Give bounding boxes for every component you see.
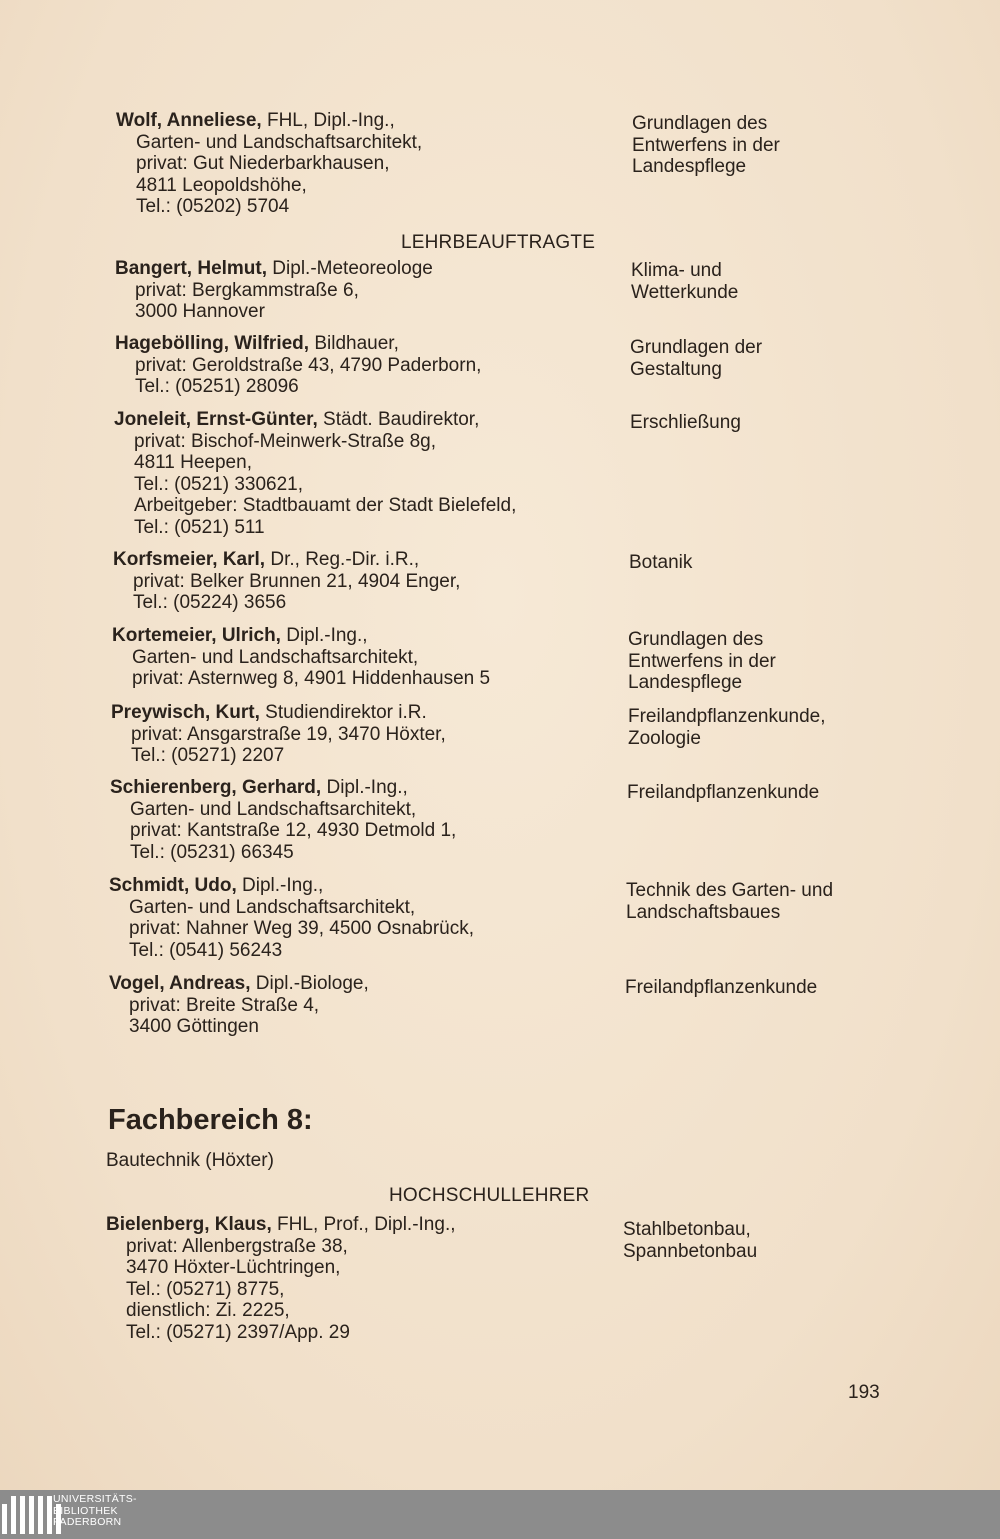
person-name: Wolf, Anneliese, bbox=[116, 110, 262, 131]
person-name: Schmidt, Udo, bbox=[109, 875, 237, 896]
section-heading-lehrbeauftragte: LEHRBEAUFTRAGTE bbox=[401, 232, 596, 253]
detail-line: privat: Gut Niederbarkhausen, bbox=[136, 153, 390, 175]
detail-line: Tel.: (05271) 2397/App. 29 bbox=[126, 1321, 350, 1343]
person-entry bbox=[113, 549, 460, 614]
fachbereich-title: Fachbereich 8: bbox=[108, 1104, 313, 1136]
person-name: Bielenberg, Klaus, bbox=[106, 1214, 272, 1235]
detail-line: 3400 Göttingen bbox=[129, 1016, 259, 1038]
person-name: Bangert, Helmut, bbox=[115, 258, 268, 279]
detail-line: privat: Kantstraße 12, 4930 Detmold 1, bbox=[130, 820, 457, 842]
person-entry bbox=[110, 777, 456, 863]
person-title: Dipl.-Ing., bbox=[321, 777, 408, 798]
person-name: Schierenberg, Gerhard, bbox=[110, 777, 322, 798]
detail-line: 4811 Leopoldshöhe, bbox=[136, 174, 307, 196]
person-entry bbox=[116, 110, 422, 218]
person-title: Dipl.-Biologe, bbox=[250, 973, 369, 994]
person-entry bbox=[114, 409, 516, 539]
detail-line: privat: Belker Brunnen 21, 4904 Enger, bbox=[133, 570, 461, 592]
detail-line: dienstlich: Zi. 2225, bbox=[126, 1300, 290, 1322]
person-name: Preywisch, Kurt, bbox=[111, 702, 260, 723]
person-title: Städt. Baudirektor, bbox=[317, 409, 480, 430]
subject-label: Botanik bbox=[629, 552, 693, 573]
library-footer-bar bbox=[0, 1490, 1000, 1539]
detail-line: Tel.: (0521) 330621, bbox=[134, 473, 304, 495]
detail-line: Tel.: (0541) 56243 bbox=[129, 939, 283, 961]
person-title: Studiendirektor i.R. bbox=[259, 702, 427, 723]
subject-label: Freilandpflanzenkunde, Zoologie bbox=[628, 706, 826, 749]
detail-line: Tel.: (0521) 511 bbox=[134, 516, 265, 538]
detail-line: 4811 Heepen, bbox=[134, 452, 252, 474]
detail-line: privat: Allenbergstraße 38, bbox=[126, 1235, 348, 1257]
person-title: Bildhauer, bbox=[309, 333, 399, 354]
subject-label: Erschließung bbox=[630, 412, 741, 433]
detail-line: privat: Geroldstraße 43, 4790 Paderborn, bbox=[135, 354, 482, 376]
person-entry bbox=[111, 702, 446, 767]
person-title: FHL, Dipl.-Ing., bbox=[261, 110, 395, 131]
person-entry bbox=[115, 333, 481, 398]
library-logo-text: UNIVERSITÄTS- BIBLIOTHEK PADERBORN bbox=[53, 1493, 137, 1528]
detail-line: Arbeitgeber: Stadtbauamt der Stadt Bielefeld, bbox=[134, 495, 517, 517]
person-title: Dr., Reg.-Dir. i.R., bbox=[265, 549, 420, 570]
detail-line: 3000 Hannover bbox=[135, 301, 265, 323]
detail-line: Tel.: (05251) 28096 bbox=[135, 376, 299, 398]
detail-line: Garten- und Landschaftsarchitekt, bbox=[130, 798, 417, 820]
person-entry bbox=[109, 973, 369, 1038]
person-entry bbox=[112, 625, 490, 690]
subject-label: Grundlagen der Gestaltung bbox=[630, 337, 763, 380]
detail-line: Tel.: (05224) 3656 bbox=[133, 592, 287, 614]
detail-line: privat: Ansgarstraße 19, 3470 Höxter, bbox=[131, 723, 446, 745]
person-name: Kortemeier, Ulrich, bbox=[112, 625, 281, 646]
detail-line: privat: Asternweg 8, 4901 Hiddenhausen 5 bbox=[132, 668, 491, 690]
subject-label: Technik des Garten- und Landschaftsbaues bbox=[626, 880, 834, 923]
detail-line: Tel.: (05271) 2207 bbox=[131, 745, 285, 767]
fachbereich-subtitle: Bautechnik (Höxter) bbox=[106, 1150, 274, 1171]
person-title: Dipl.-Ing., bbox=[236, 875, 324, 896]
person-name: Vogel, Andreas, bbox=[109, 973, 251, 994]
page-number: 193 bbox=[848, 1382, 880, 1403]
person-title: FHL, Prof., Dipl.-Ing., bbox=[271, 1214, 456, 1235]
person-title: Dipl.-Ing., bbox=[280, 625, 368, 646]
person-name: Korfsmeier, Karl, bbox=[113, 549, 266, 570]
subject-label: Klima- und Wetterkunde bbox=[631, 260, 739, 303]
person-title: Dipl.-Meteoreologe bbox=[267, 258, 433, 279]
detail-line: Garten- und Landschaftsarchitekt, bbox=[136, 131, 423, 153]
detail-line: 3470 Höxter-Lüchtringen, bbox=[126, 1257, 341, 1279]
subject-label: Freilandpflanzenkunde bbox=[625, 977, 818, 998]
person-entry bbox=[109, 875, 474, 961]
section-heading-hochschullehrer: HOCHSCHULLEHRER bbox=[389, 1185, 590, 1206]
person-entry bbox=[115, 258, 433, 323]
detail-line: Tel.: (05202) 5704 bbox=[136, 196, 290, 218]
person-name: Joneleit, Ernst-Günter, bbox=[114, 409, 318, 430]
detail-line: Garten- und Landschaftsarchitekt, bbox=[132, 646, 419, 668]
detail-line: privat: Bergkammstraße 6, bbox=[135, 279, 359, 301]
person-name: Hagebölling, Wilfried, bbox=[115, 333, 310, 354]
detail-line: privat: Bischof-Meinwerk-Straße 8g, bbox=[134, 430, 436, 452]
detail-line: Tel.: (05231) 66345 bbox=[130, 841, 294, 863]
subject-label: Freilandpflanzenkunde bbox=[627, 782, 820, 803]
detail-line: privat: Nahner Weg 39, 4500 Osnabrück, bbox=[129, 918, 475, 940]
detail-line: privat: Breite Straße 4, bbox=[129, 994, 320, 1016]
subject-label: Grundlagen des Entwerfens in der Landespflege bbox=[632, 113, 780, 178]
detail-line: Tel.: (05271) 8775, bbox=[126, 1278, 285, 1300]
subject-label: Stahlbetonbau, Spannbetonbau bbox=[623, 1219, 758, 1262]
person-entry bbox=[106, 1214, 456, 1344]
subject-label: Grundlagen des Entwerfens in der Landespflege bbox=[628, 629, 776, 694]
detail-line: Garten- und Landschaftsarchitekt, bbox=[129, 896, 416, 918]
